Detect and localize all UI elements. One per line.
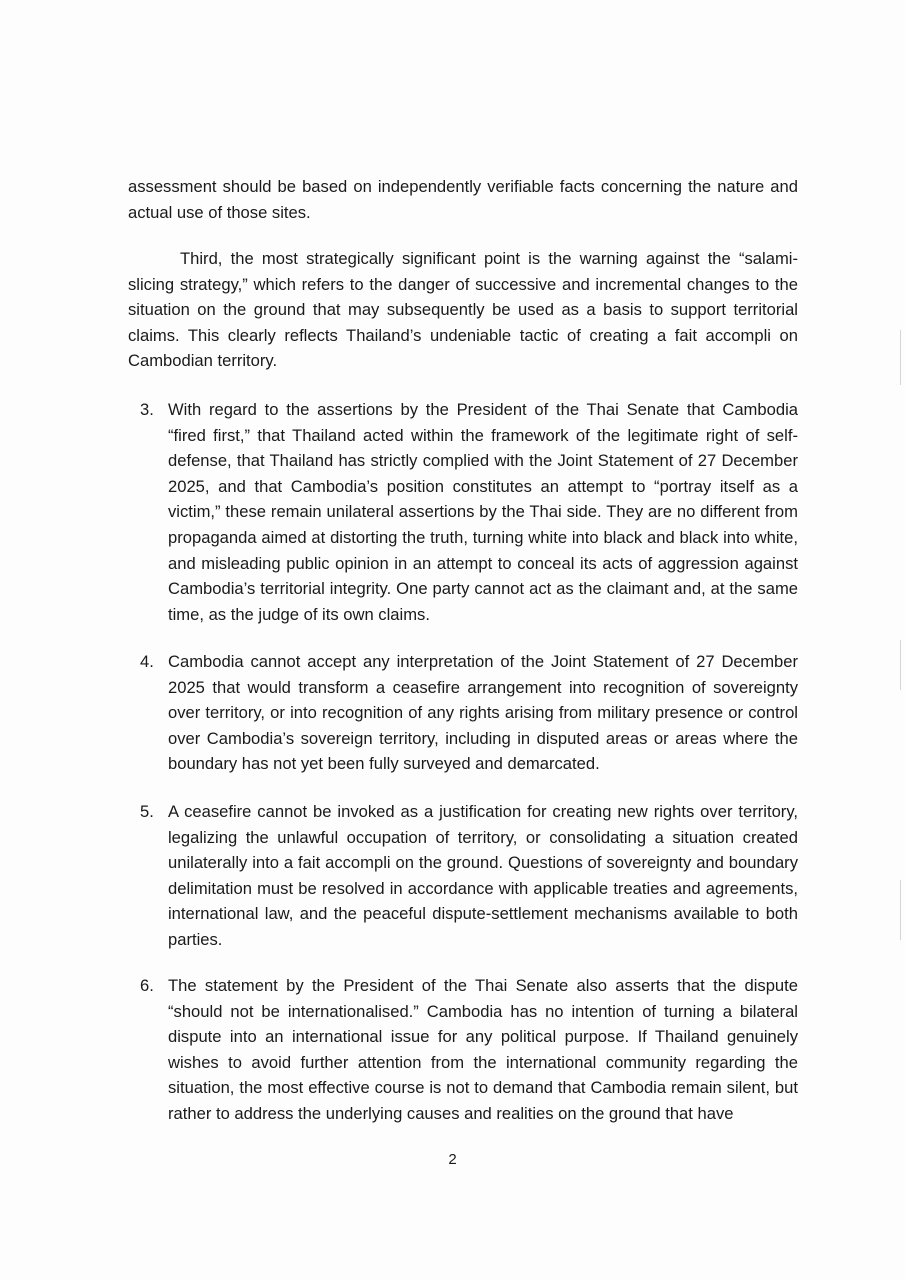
item-number: 4. <box>140 652 154 671</box>
item-number: 5. <box>140 802 154 821</box>
scan-edge-mark <box>900 640 901 690</box>
page-number: 2 <box>448 1151 457 1168</box>
numbered-item-3 <box>140 397 798 627</box>
numbered-item-6 <box>140 973 798 1127</box>
numbered-item-5 <box>140 799 798 953</box>
scan-edge-mark <box>900 330 901 385</box>
third-point-paragraph <box>128 246 798 374</box>
continuation-paragraph: assessment should be based on independently verifiable facts concerning the nature and actual use of those sites. <box>128 177 798 222</box>
item-number: 3. <box>140 400 154 419</box>
item-text: The statement by the President of the Thai Senate also asserts that the dispute “should not be internationalised.” Cambodia has no intention of turning a bilateral dispute into an international issue for any political purpose. If Thailand genuinely wishes to avoid further attention from the international community regarding the situation, the most effective course is not to demand that Cambodia remain silent, but rather to address the underlying causes and realities on the ground that have <box>168 976 798 1123</box>
item-text: A ceasefire cannot be invoked as a justification for creating new rights over territory, legalizing the unlawful occupation of territory, or consolidating a situation created unilaterally into a fait accompli on the ground. Questions of sovereignty and boundary delimitation must be resolved in accordance with applicable treaties and agreements, international law, and the peaceful dispute-settlement mechanisms available to both parties. <box>168 802 798 949</box>
item-number: 6. <box>140 976 154 995</box>
item-text: With regard to the assertions by the President of the Thai Senate that Cambodia “fired first,” that Thailand acted within the framework of the legitimate right of self-defense, that Thailand has strictly complied with the Joint Statement of 27 December 2025, and that Cambodia’s position constitutes an attempt to “portray itself as a victim,” these remain unilateral assertions by the Thai side. They are no different from propaganda aimed at distorting the truth, turning white into black and black into white, and misleading public opinion in an attempt to conceal its acts of aggression against Cambodia’s territorial integrity. One party cannot act as the claimant and, at the same time, as the judge of its own claims. <box>168 400 798 624</box>
third-point-lead: Third, <box>180 249 223 268</box>
item-text: Cambodia cannot accept any interpretation of the Joint Statement of 27 December 2025 that would transform a ceasefire arrangement into recognition of sovereignty over territory, or into recognition of any rights arising from military presence or control over Cambodia’s sovereign territory, including in disputed areas or areas where the boundary has not yet been fully surveyed and demarcated. <box>168 652 798 774</box>
numbered-item-4 <box>140 649 798 777</box>
scan-edge-mark <box>900 880 901 940</box>
third-point-text: the most strategically significant point is the warning against the “salami-slicing strategy,” which refers to the danger of successive and incremental changes to the situation on the ground that may subsequently be used as a basis to support territorial claims. This clearly reflects Thailand’s undeniable tactic of creating a fait accompli on Cambodian territory. <box>128 249 798 371</box>
